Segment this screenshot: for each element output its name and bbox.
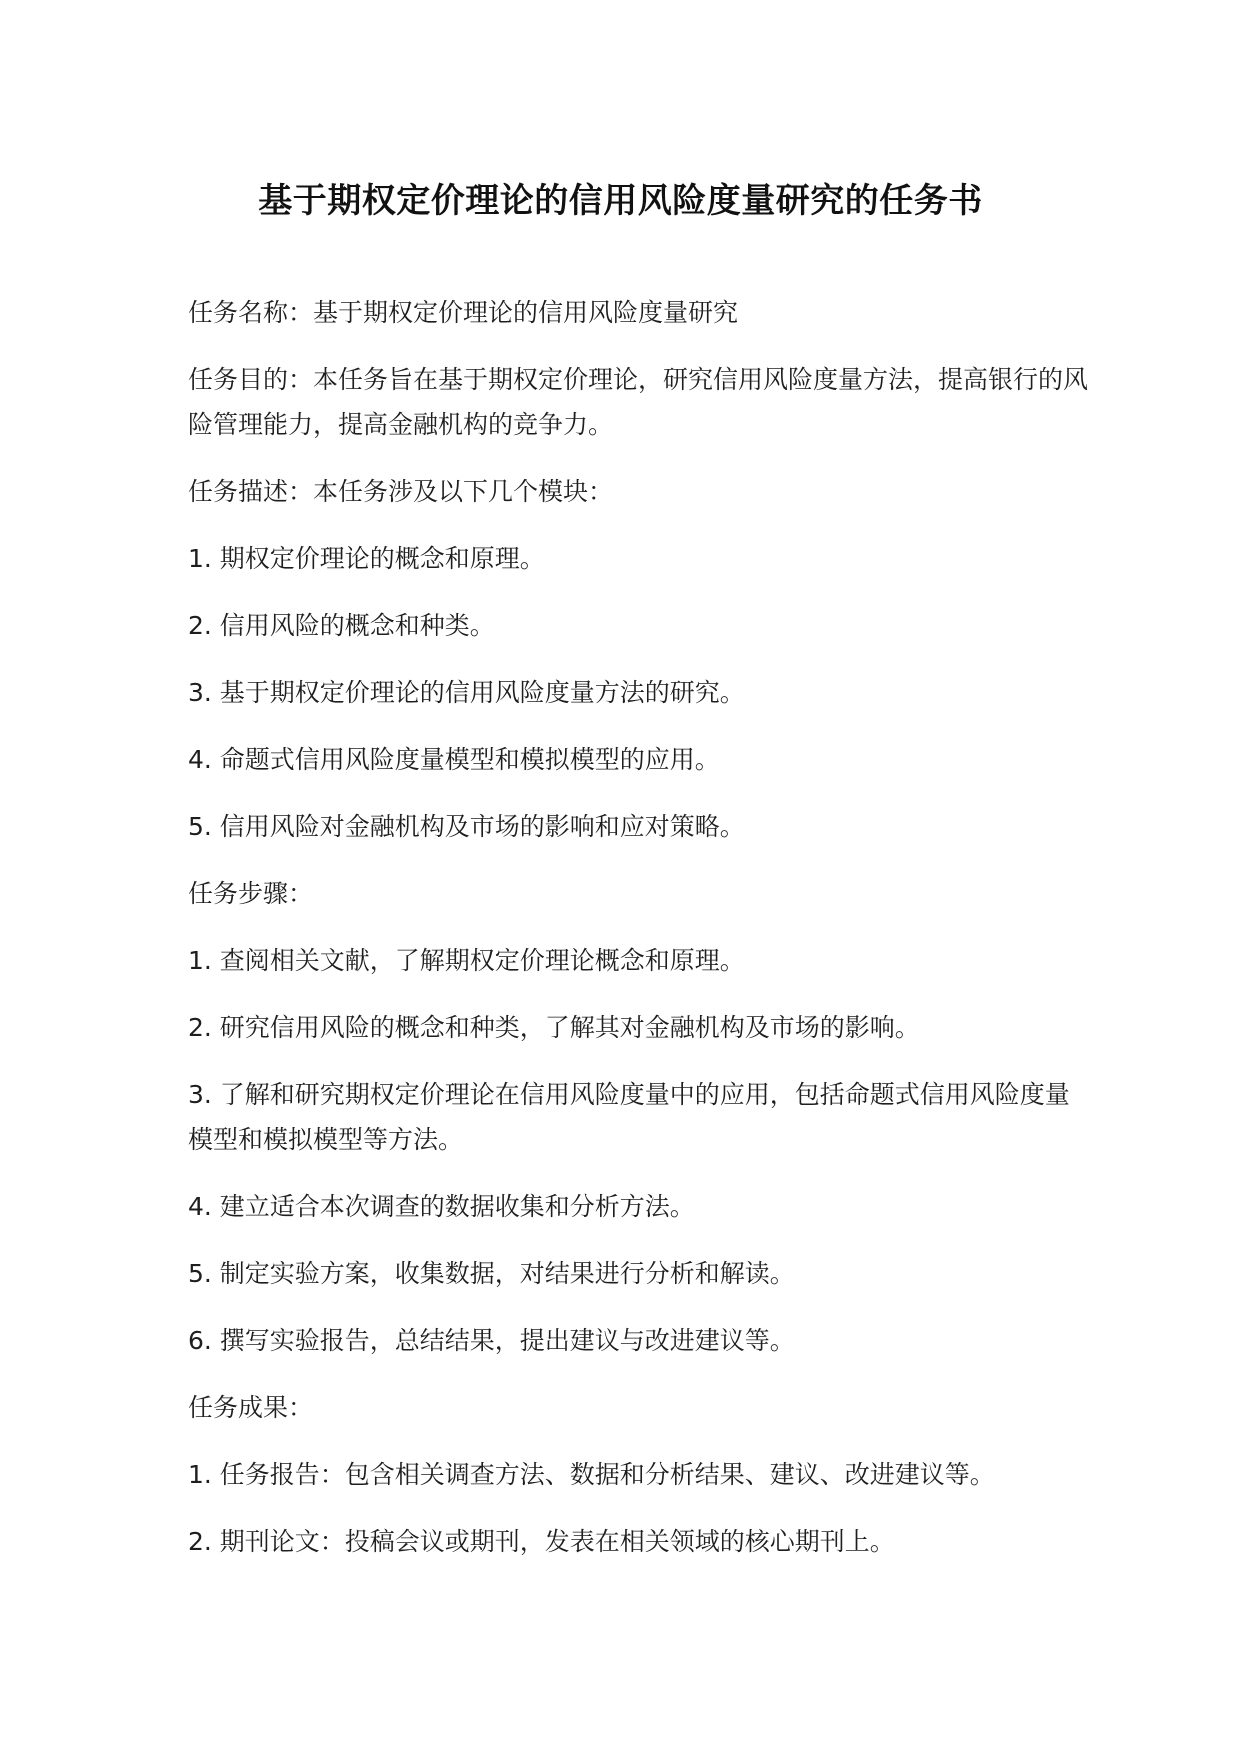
paragraph-task-description: 任务描述：本任务涉及以下几个模块：	[188, 477, 614, 506]
step-item: 2. 研究信用风险的概念和种类，了解其对金融机构及市场的影响。	[188, 1013, 920, 1042]
module-item: 3. 基于期权定价理论的信用风险度量方法的研究。	[188, 678, 745, 707]
document-title: 基于期权定价理论的信用风险度量研究的任务书	[258, 181, 983, 221]
paragraph-task-purpose: 任务目的：本任务旨在基于期权定价理论，研究信用风险度量方法，提高银行的风险管理能力，提高金融机构的竞争力。	[188, 365, 1089, 439]
paragraph-task-steps: 任务步骤：	[188, 879, 314, 908]
paragraph-task-results: 任务成果：	[188, 1393, 314, 1422]
module-item: 5. 信用风险对金融机构及市场的影响和应对策略。	[188, 812, 745, 841]
result-item: 1. 任务报告：包含相关调查方法、数据和分析结果、建议、改进建议等。	[188, 1460, 995, 1489]
module-item: 4. 命题式信用风险度量模型和模拟模型的应用。	[188, 745, 720, 774]
document-body	[188, 290, 1088, 1586]
step-item: 6. 撰写实验报告，总结结果，提出建议与改进建议等。	[188, 1326, 795, 1355]
result-item: 2. 期刊论文：投稿会议或期刊，发表在相关领域的核心期刊上。	[188, 1527, 895, 1556]
module-item: 1. 期权定价理论的概念和原理。	[188, 544, 545, 573]
step-item: 1. 查阅相关文献，了解期权定价理论概念和原理。	[188, 946, 745, 975]
module-item: 2. 信用风险的概念和种类。	[188, 611, 495, 640]
step-item: 5. 制定实验方案，收集数据，对结果进行分析和解读。	[188, 1259, 795, 1288]
paragraph-task-name: 任务名称：基于期权定价理论的信用风险度量研究	[188, 298, 739, 327]
step-item: 4. 建立适合本次调查的数据收集和分析方法。	[188, 1192, 695, 1221]
step-item: 3. 了解和研究期权定价理论在信用风险度量中的应用，包括命题式信用风险度量模型和模拟模型等方法。	[188, 1080, 1070, 1154]
